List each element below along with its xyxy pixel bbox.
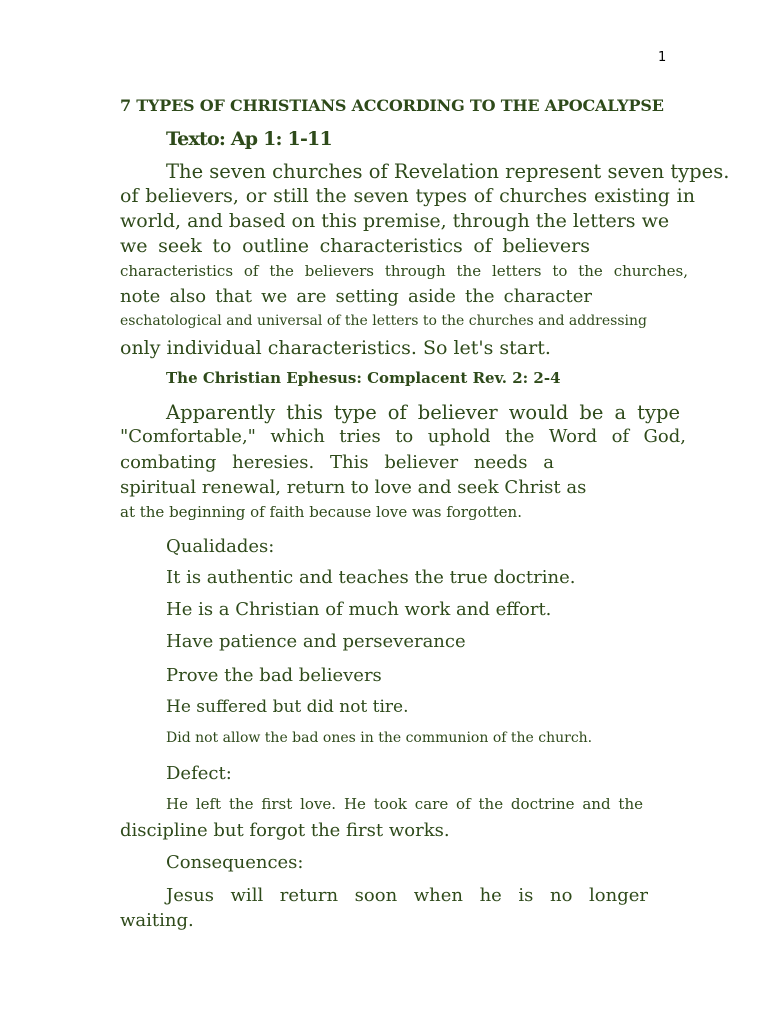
consequences-heading: Consequences: <box>166 852 304 873</box>
paragraph-line: at the beginning of faith because love was forgotten. <box>120 503 522 521</box>
quality-item: He suffered but did not tire. <box>166 697 409 717</box>
paragraph-line: Apparently this type of believer would be a type <box>166 401 680 424</box>
paragraph-line: spiritual renewal, return to love and seek Christ as <box>120 477 587 498</box>
paragraph-line: we seek to outline characteristics of believers <box>120 235 590 257</box>
quality-item: He is a Christian of much work and effort. <box>166 599 552 620</box>
defect-heading: Defect: <box>166 763 232 784</box>
document-title: 7 TYPES OF CHRISTIANS ACCORDING TO THE APOCALYPSE <box>120 96 664 115</box>
paragraph-line: Jesus will return soon when he is no longer <box>166 885 648 906</box>
paragraph-line: only individual characteristics. So let's start. <box>120 337 551 359</box>
qualities-heading: Qualidades: <box>166 536 275 557</box>
paragraph-line: note also that we are setting aside the character <box>120 286 592 307</box>
paragraph-line: He left the first love. He took care of the doctrine and the <box>166 795 643 813</box>
paragraph-line: of believers, or still the seven types of churches existing in <box>120 185 695 207</box>
page-number: 1 <box>658 50 667 65</box>
quality-item: Did not allow the bad ones in the communion of the church. <box>166 730 593 746</box>
paragraph-line: eschatological and universal of the letters to the churches and addressing <box>120 313 647 329</box>
paragraph-line: "Comfortable," which tries to uphold the Word of God, <box>120 426 686 447</box>
quality-item: Have patience and perseverance <box>166 631 466 652</box>
section-subtitle: The Christian Ephesus: Complacent Rev. 2: 2-4 <box>166 369 561 387</box>
paragraph-line: characteristics of the believers through the letters to the churches, <box>120 262 688 280</box>
scripture-reference: Texto: Ap 1: 1-11 <box>166 128 332 150</box>
paragraph-line: discipline but forgot the first works. <box>120 820 450 841</box>
paragraph-line: combating heresies. This believer needs a <box>120 452 554 473</box>
quality-item: It is authentic and teaches the true doctrine. <box>166 567 576 588</box>
paragraph-line: waiting. <box>120 910 194 931</box>
quality-item: Prove the bad believers <box>166 665 382 686</box>
paragraph-line: world, and based on this premise, through the letters we <box>120 210 670 232</box>
paragraph-line: The seven churches of Revelation represent seven types. <box>166 160 730 183</box>
